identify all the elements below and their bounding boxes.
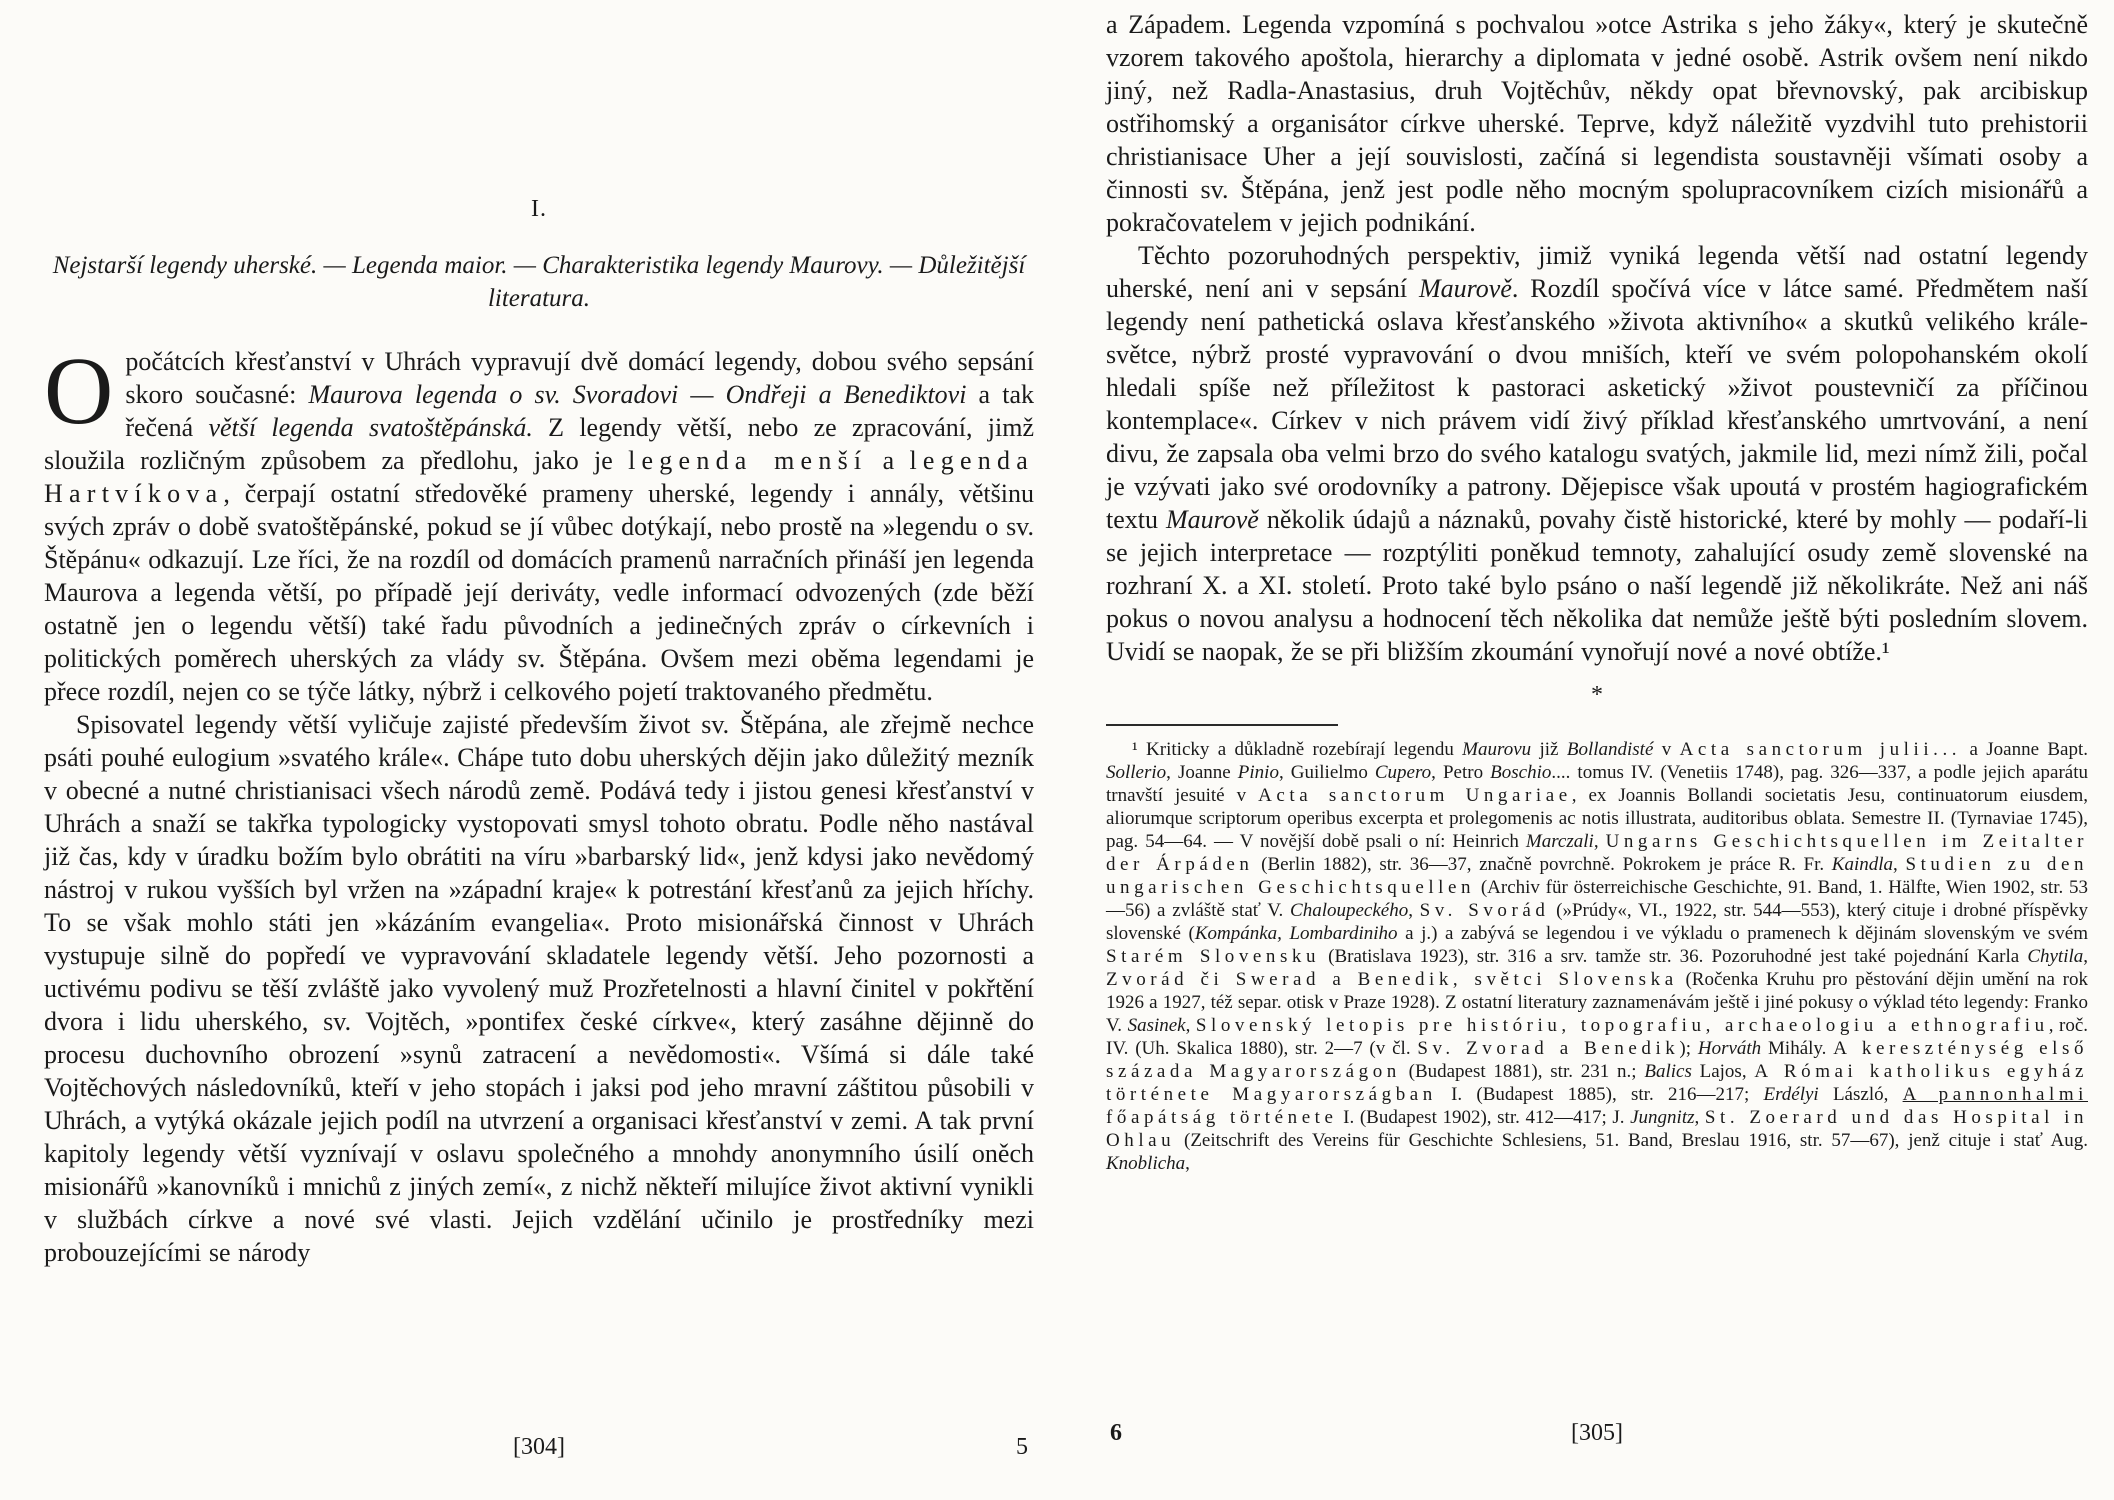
body-paragraph: Těchto pozoruhodných perspektiv, jimiž vyniká legenda větší nad ostatní legendy uherské, není ani v sepsání Maurově. Rozdíl spočívá více v látce samé. Předmětem naší legendy není pathetická oslava křesťanského »života aktivního« a skutků velikého krále-světce, nýbrž prosté vypravování o dvou mniších, kteří ve svém polopohanském okolí hledali spíše než příležitost k pastoraci asketický »život poustevničí za příčinou kontemplace«. Církev v nich právem vidí živý příklad křesťanského umrtvování, a není divu, že zapsala oba velmi brzo do svého katalogu svatých, jakmile lid, mezi nímž žili, počal je vzývati jako své orodovníky a patrony. Dějepisce však upoutá v prostém hagiografickém textu Maurově několik údajů a náznaků, povahy čistě historické, které by mohly — podaří-li se jejich interpretace — rozptýliti poněkud temnoty, zahalující osudy země slovenské na rozhraní X. a XI. století. Proto také bylo psáno o naší legendě již několikráte. Než ani náš pokus o novou analysu a hodnocení těch několika dat nemůže ještě býti posledním slovem. Uvidí se naopak, že se při bližším zkoumání vynořují nové a nové obtíže.¹ xyxy=(1106,241,2088,666)
right-page xyxy=(1106,0,2088,1500)
left-page-footer xyxy=(44,1434,1034,1461)
signature-number: 5 xyxy=(1016,1434,1028,1460)
chapter-number: I. xyxy=(531,196,547,222)
section-break-asterisk: * xyxy=(1591,682,1603,708)
right-page-body xyxy=(1106,8,2088,668)
footnote-rule xyxy=(1106,724,1338,726)
footnote: ¹ Kriticky a důkladně rozebírají legendu Maurovu již Bollandisté v Acta sanctorum julii... a Joanne Bapt. Sollerio, Joanne Pinio, Guilielmo Cupero, Petro Boschio.... tomus IV. (Venetiis 1748), pag. 326—337, a podle jejich aparátu trnavští jesuité v Acta sanctorum Ungariae, ex Joannis Bollandi societatis Jesu, continuatorum eiusdem, aliorumque scriptorum operibus excerpta et prolegomenis ac notis illustrata, auditoribus oblata. Semestre II. (Tyrnaviae 1745), pag. 54—64. — V novější době psali o ní: Heinrich Marczali, Ungarns Geschichtsquellen im Zeitalter der Árpáden (Berlin 1882), str. 36—37, značně povrchně. Pokrokem je práce R. Fr. Kaindla, Studien zu den ungarischen Geschichtsquellen (Archiv für österreichische Geschichte, 91. Band, 1. Hälfte, Wien 1902, str. 53—56) a zvláště stať V. Chaloupeckého, Sv. Svorád (»Prúdy«, VI., 1922, str. 544—553), který cituje i drobné příspěvky slovenské (Kompánka, Lombardiniho a j.) a zabývá se legendou i ve výkladu o pramenech k dějinám slovenským ve svém Starém Slovensku (Bratislava 1923), str. 316 a srv. tamže str. 36. Pozoruhodné jest také pojednání Karla Chytila, Zvorád či Swerad a Benedik, světci Slovenska (Ročenka Kruhu pro pěstování dějin umění na rok 1926 a 1927, též separ. otisk v Praze 1928). Z ostatní literatury zaznamenávám ještě i jiné pokusy o výklad této legendy: Franko V. Sasinek, Slovenský letopis pre históriu, topografiu, archaeologiu a ethnografiu, roč. IV. (Uh. Skalica 1880), str. 2—7 (v čl. Sv. Zvorad a Benedik); Horváth Mihály. A kereszténység első százada Magyarországon (Budapest 1881), str. 231 n.; Balics Lajos, A Római katholikus egyház története Magyarországban I. (Budapest 1885), str. 216—217; Erdélyi László, A pannonhalmi főapátság története I. (Budapest 1902), str. 412—417; J. Jungnitz, St. Zoerard und das Hospital in Ohlau (Zeitschrift des Vereins für Geschichte Schlesiens, 51. Band, Breslau 1916, str. 57—67), jenž cituje i stať Aug. Knoblicha, xyxy=(1106,739,2089,1174)
body-paragraph: Spisovatel legendy větší vyličuje zajisté především život sv. Štěpána, ale zřejmě nechce psáti pouhé eulogium »svatého krále«. Chápe tuto dobu uherských dějin jako důležitý mezník v obecné a nutné christianisaci všech národů země. Podává tedy i jistou genesi křesťanství v Uhrách a snaží se takřka typologicky vystopovati smysl tohoto obratu. Podle něho nastával již čas, kdy v úradku božím bylo obrátiti na víru »barbarský lid«, jenž kdysi jako nevědomý nástroj v rukou vyšších byl vržen na »západní kraje« k potrestání křesťanů za jejich hříchy. To se však mohlo státi jen »kázáním evangelia«. Proto misionářská činnost v Uhrách vystupuje silně do popředí ve vypravování skladatele legendy větší. Jeho pozornosti a uctivému podivu se těší zvláště jako vyvolený muž Prozřetelnosti a hlavní činitel v pokřtění dvora i lidu uherského, sv. Vojtěch, »pontifex české církve«, který zasáhne dějinně do procesu duchovního obrození »synů zatracení a nevědomosti«. Všímá si dále také Vojtěchových následovníků, kteří v jeho stopách i jaksi pod jeho mravní záštitou působili v Uhrách, a vytýká okázale jejich podíl na utvrzení a organisaci křesťanství v zemi. A tak první kapitoly legendy větší vyznívají v oslavu společného a mnohdy anonymního úsilí oněch misionářů »kanovníků i mnichů z jiných zemí«, z nichž někteří milujíce život aktivní vynikli v službách církve a nové své vlasti. Jejich vzdělání učinilo je prostředníky mezi probouzejícími se národy xyxy=(44,710,1034,1267)
body-paragraph: a Západem. Legenda vzpomíná s pochvalou »otce Astrika s jeho žáky«, který je skutečně vzorem takového apoštola, hierarchy a diplomata v jedné osobě. Astrik ovšem není nikdo jiný, než Radla-Anastasius, druh Vojtěchův, někdy opat břevnovský, pak arcibiskup ostřihomský a organisátor církve uherské. Teprve, když náležitě vyzdvihl tuto prehistorii christianisace Uher a její souvislosti, začíná si legendista soustavněji všímati osoby a činnosti sv. Štěpána, jenž jest podle něho mocným spolupracovníkem cizích misionářů a pokračovatelem v jejich podnikání. xyxy=(1106,10,2088,237)
left-page xyxy=(44,0,1034,1500)
paragraph-text: počátcích křesťanství v Uhrách vypravují dvě domácí legendy, dobou svého sepsání skoro současné: Maurova legenda o sv. Svoradovi — Ondřeji a Benediktovi a tak řečená větší legenda svatoštěpánská. Z legendy větší, nebo ze zpracování, jimž sloužila rozličným způsobem za předlohu, jako je legenda menší a legenda Hartvíkova, čerpají ostatní středověké prameny uherské, legendy i annály, většinu svých zpráv o době svatoštěpánské, pokud se jí vůbec dotýkají, nebo prostě na »legendu o sv. Štěpánu« odkazují. Lze říci, že na rozdíl od domácích pramenů narračních přináší jen legenda Maurova a legenda větší, po případě její deriváty, vedle informací odvozených (zde běží ostatně jen o legendu větší) také řadu původních a jedinečných zpráv o církevních i politických poměrech uherských za vlády sv. Štěpána. Ovšem mezi oběma legendami je přece rozdíl, nejen co se týče látky, nýbrž i celkového pojetí traktovaného předmětu. xyxy=(44,347,1034,706)
drop-cap: O xyxy=(44,337,114,444)
folio-number: [304] xyxy=(513,1434,565,1460)
folio-number: [305] xyxy=(1571,1420,1623,1446)
section-heading: Nejstarší legendy uherské. — Legenda maior. — Charakteristika legendy Maurovy. — Důležitější literatura. xyxy=(52,252,1026,312)
page-number: 6 xyxy=(1110,1420,1122,1446)
right-page-footer xyxy=(1106,1420,2088,1447)
body-paragraph xyxy=(44,337,1034,708)
left-page-body xyxy=(44,337,1034,1269)
